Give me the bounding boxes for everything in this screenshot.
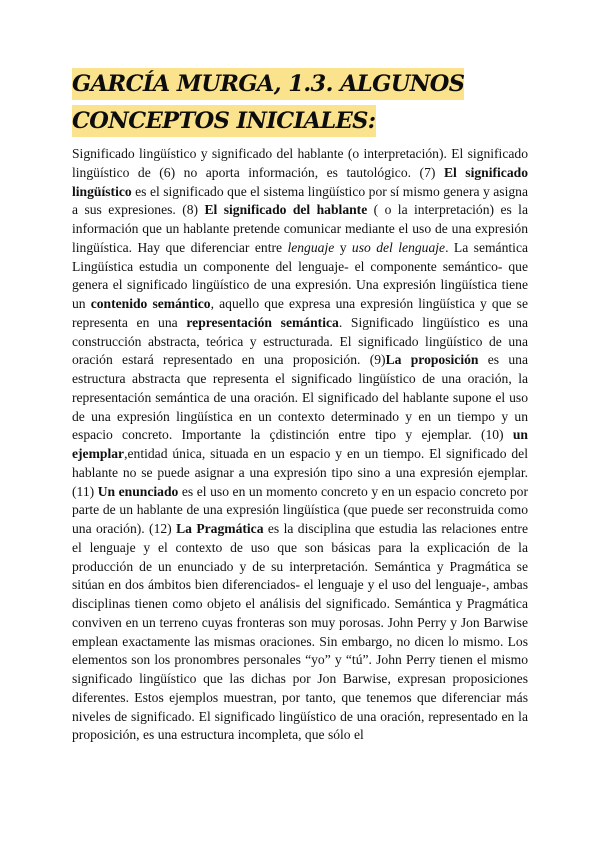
text-run: y (334, 239, 352, 255)
text-run: es una estructura abstracta que representa el significado lingüístico de una oración, la representación semántica de una oración. El significado del hablante supone el uso de una expresión lingüística en un contexto determinado y en un tiempo y un espacio concreto. Importante la çdistinción entre tipo y ejemplar. (10) (72, 352, 529, 443)
bold-term: contenido semántico (90, 296, 211, 311)
italic-term: lenguaje (287, 239, 335, 255)
text-run: es el uso en un momento concreto y en un espacio concreto por parte de un hablante de una expresión lingüística (que puede ser reconstruida como una oración). (12) (72, 483, 528, 536)
heading-highlight: GARCÍA MURGA, 1.3. ALGUNOS CONCEPTOS INICIALES: (72, 68, 464, 137)
text-run: , aquello que expresa una expresión lingüística y que se representa en una (72, 296, 528, 330)
bold-term: Un enunciado (97, 483, 179, 499)
bold-term: un ejemplar (72, 427, 528, 461)
bold-term: El significado del hablante (204, 202, 368, 218)
bold-term: El significado lingüístico (72, 164, 528, 199)
bold-term: La Pragmática (176, 521, 264, 536)
bold-term: La proposición (385, 352, 479, 368)
text-run: . La semántica Lingüística estudia un componente del lenguaje- el componente semántico- que genera el significado lingüístico de una expresión. Una expresión lingüística tiene un (72, 239, 529, 311)
text-run: ( o la interpretación) es la información que un hablante pretende comunicar mediante el uso de una expresión lingüística. Hay que diferenciar entre (72, 202, 528, 255)
italic-term: uso del lenguaje (351, 239, 446, 255)
bold-term: representación semántica (186, 314, 339, 330)
text-run: . Significado lingüístico es una construcción abstracta, teórica y estructurada. El significado lingüístico de una oración estará representado en una proposición. (9) (72, 314, 528, 368)
section-heading (72, 66, 532, 140)
text-run: es el significado que el sistema lingüístico por sí mismo genera y asigna a sus expresiones. (8) (72, 183, 528, 218)
body-paragraph (72, 145, 528, 745)
text-run: ,entidad única, situada en un espacio y en un tiempo. El significado del hablante no se puede asignar a una expresión tipo sino a una expresión ejemplar. (11) (72, 446, 528, 499)
text-run: es la disciplina que estudia las relaciones entre el lenguaje y el contexto de uso que son básicas para la explicación de la producción de un enunciado y de su interpretación. Semántica y Pragmática se sitúan en dos ámbitos bien diferenciados- el lenguaje y el uso del lenguaje-, ambas disciplinas tienen como objeto el análisis del significado. Semántica y Pragmática conviven en un terreno cuyas fronteras son muy porosas. John Perry y Jon Barwise emplean exactamente las mismas oraciones. Sin embargo, no dicen lo mismo. Los elementos son los pronombres personales “yo” y “tú”. John Perry tienen el mismo significado lingüístico que las dichas por Jon Barwise, expresan proposiciones diferentes. Estos ejemplos muestran, por tanto, que tenemos que diferenciar más niveles de significado. El significado lingüístico de una oración, representado en la proposición, es una estructura incompleta, que sólo el (72, 521, 528, 743)
text-run: Significado lingüístico y significado del hablante (o interpretación). El significado lingüístico de (6) no aporta información, es tautológico. (7) (72, 146, 528, 180)
